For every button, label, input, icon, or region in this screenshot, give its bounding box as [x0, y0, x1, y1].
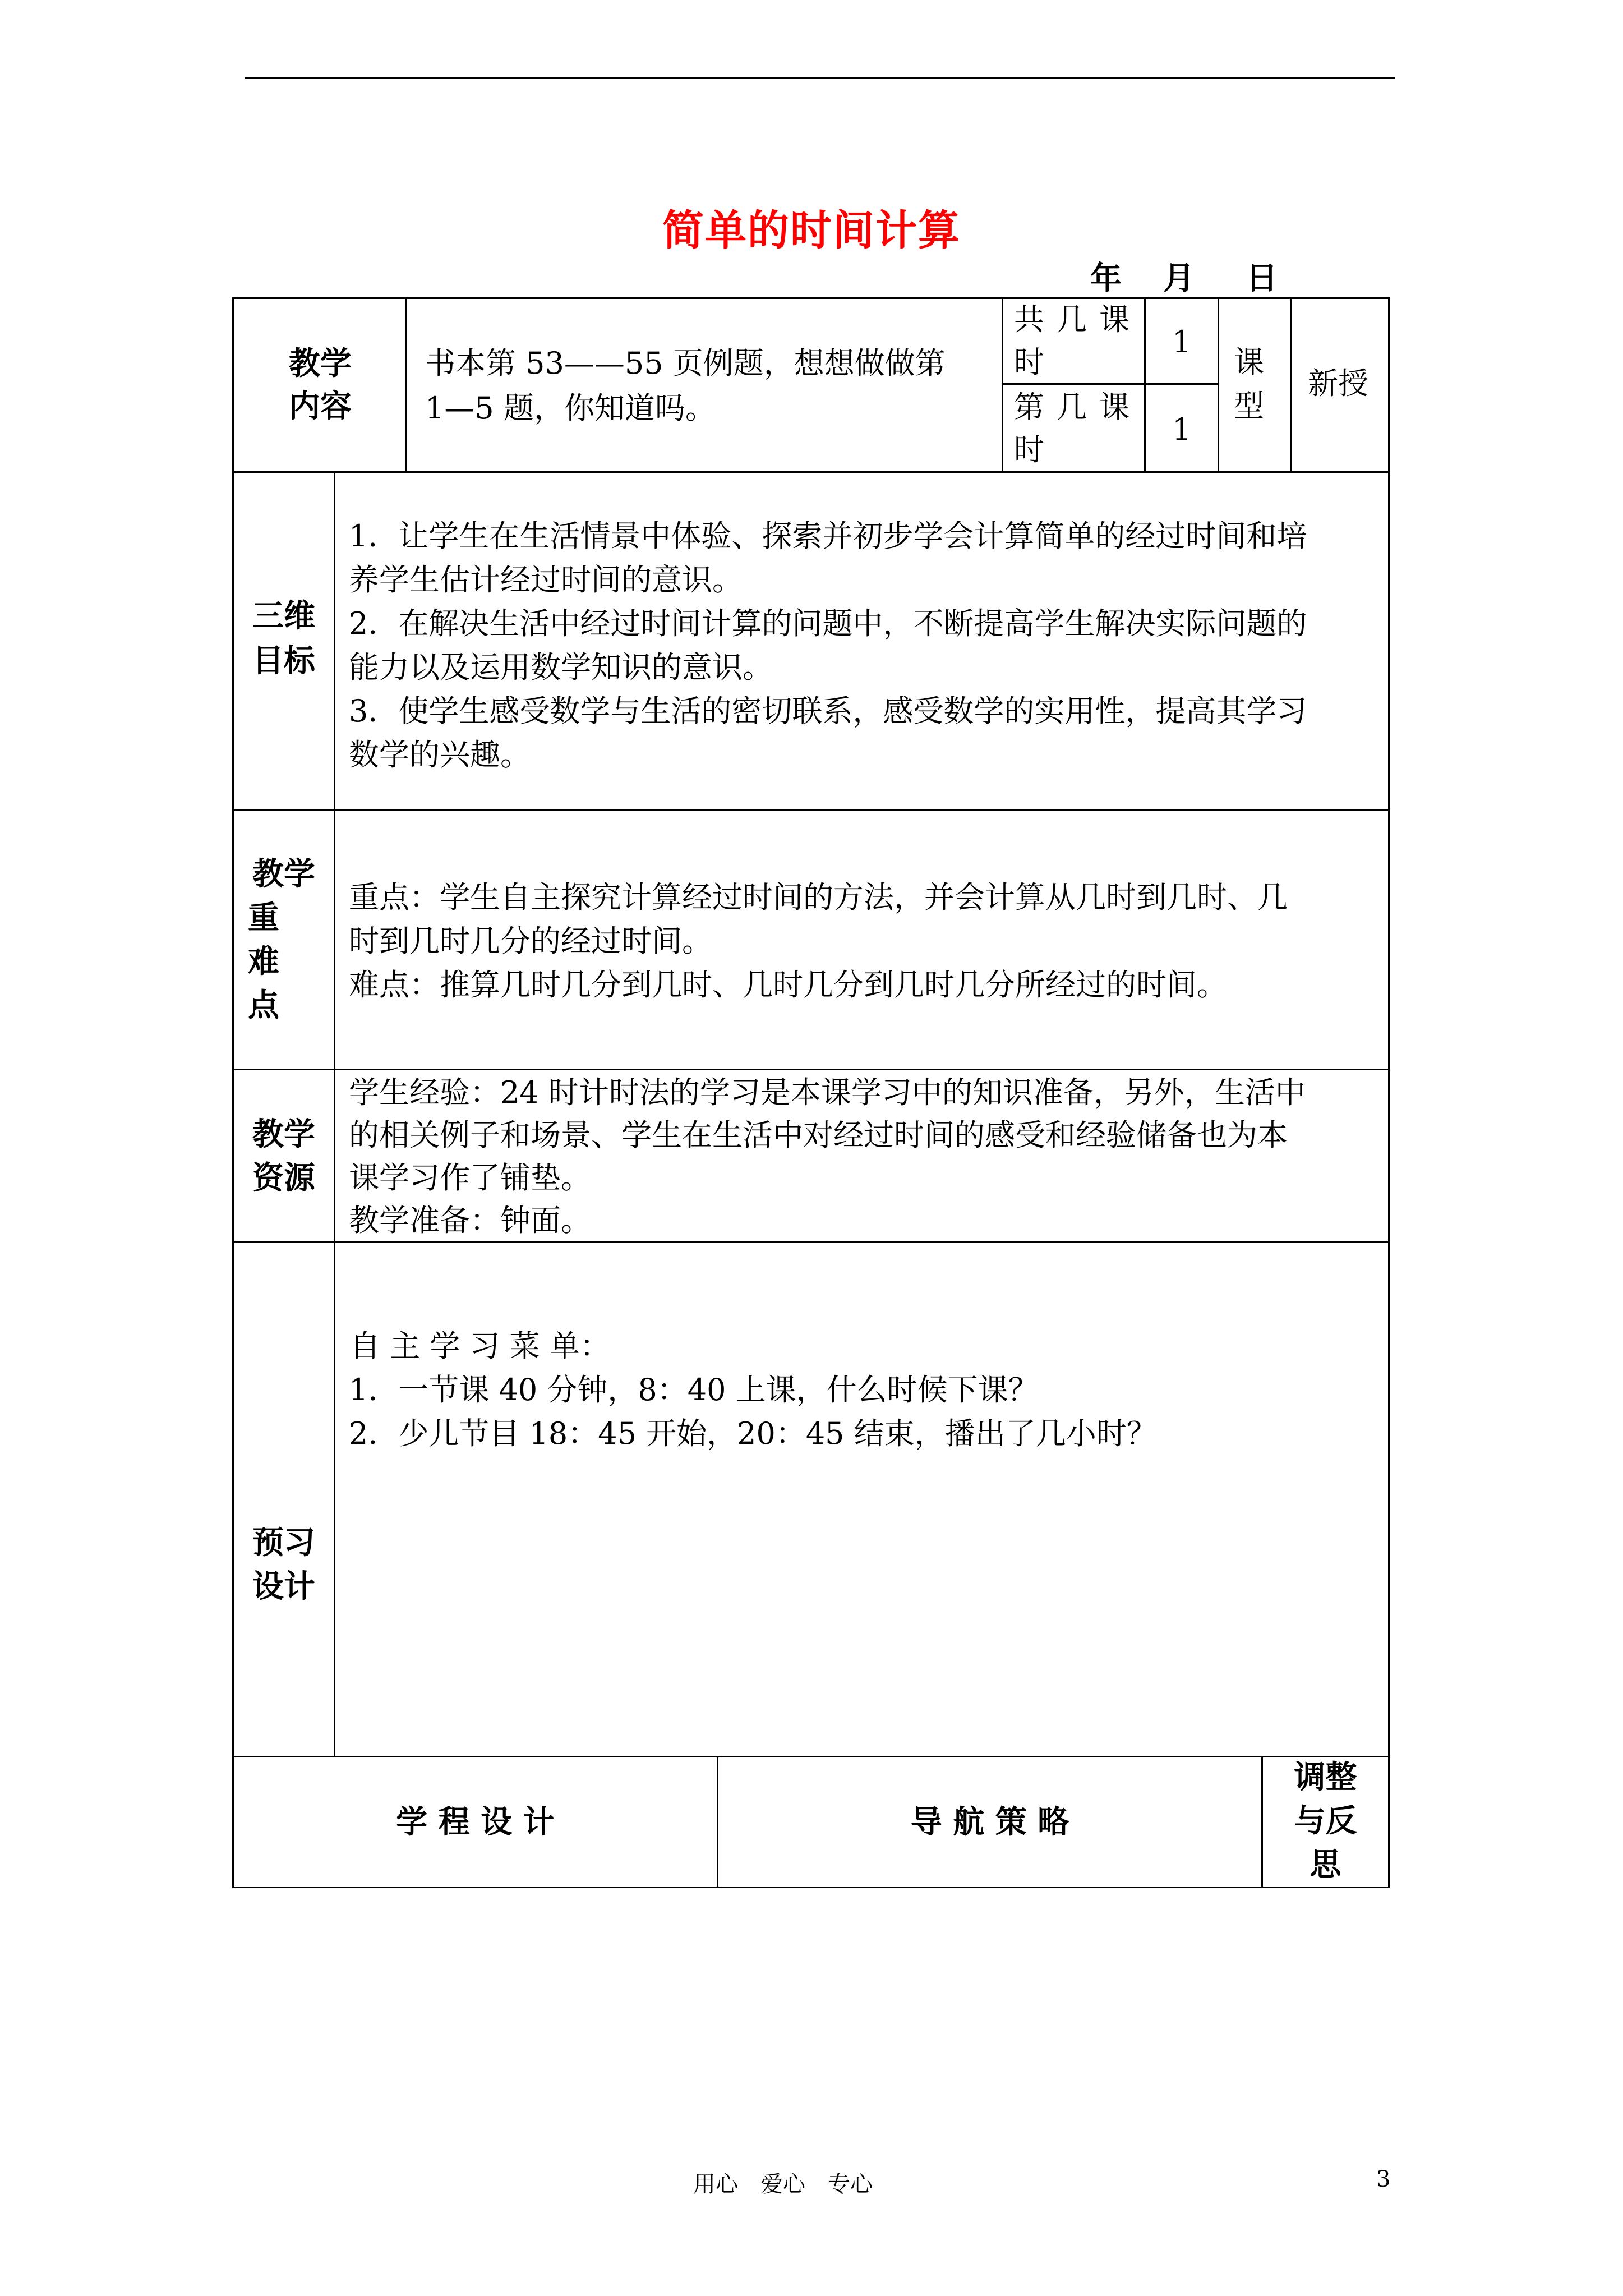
type-value: 新授 — [1308, 366, 1368, 401]
footer-motto: 用心 爱心 专心 — [693, 2171, 873, 2197]
nth-hour-label-1: 第几课 — [1014, 389, 1142, 425]
nth-hour-value: 1 — [1172, 412, 1192, 447]
type-label-2: 型 — [1234, 388, 1264, 424]
header-rule — [245, 77, 1395, 79]
type-label-1: 课 — [1234, 344, 1264, 380]
key-points-label-1: 教学 — [252, 855, 315, 892]
total-hours-label-1: 共几课 — [1014, 302, 1142, 337]
goals-label-1: 三维 — [252, 597, 315, 634]
content-text-line-1: 书本第 53——55 页例题，想想做做第 — [425, 346, 946, 381]
key-points-line-2: 时到几时几分的经过时间。 — [349, 923, 712, 959]
page-title: 简单的时间计算 — [662, 206, 961, 255]
total-hours-label-2: 时 — [1014, 344, 1044, 380]
preview-line-2: 2．少儿节目 18：45 开始，20：45 结束，播出了几小时？ — [349, 1416, 1157, 1451]
process-label: 学 程 设 计 — [396, 1803, 555, 1841]
preview-line-1: 1．一节课 40 分钟，8：40 上课，什么时候下课？ — [349, 1372, 1039, 1407]
resources-line-4: 教学准备：钟面。 — [349, 1203, 591, 1238]
page-number: 3 — [1376, 2166, 1391, 2192]
goals-line-5: 3．使学生感受数学与生活的密切联系，感受数学的实用性，提高其学习 — [349, 693, 1307, 729]
preview-label-1: 预习 — [252, 1524, 315, 1561]
reflection-label-3: 思 — [1310, 1846, 1341, 1883]
resources-line-3: 课学习作了铺垫。 — [349, 1160, 591, 1195]
key-points-label-3: 难 — [248, 943, 279, 980]
reflection-label-2: 与反 — [1294, 1802, 1357, 1839]
date-month: 月 — [1163, 260, 1195, 297]
goals-line-1: 1．让学生在生活情景中体验、探索并初步学会计算简单的经过时间和培 — [349, 518, 1307, 554]
content-label: 教学内容 — [289, 345, 352, 425]
nth-hour-label-2: 时 — [1014, 432, 1044, 467]
preview-label-2: 设计 — [252, 1568, 315, 1605]
goals-line-6: 数学的兴趣。 — [349, 737, 531, 772]
date-year: 年 — [1090, 260, 1122, 297]
key-points-line-1: 重点：学生自主探究计算经过时间的方法，并会计算从几时到几时、几 — [349, 880, 1288, 915]
resources-label-2: 资源 — [252, 1159, 315, 1197]
resources-label-1: 教学 — [252, 1116, 315, 1153]
reflection-label-1: 调整 — [1294, 1759, 1357, 1796]
key-points-label-4: 点 — [248, 987, 279, 1024]
key-points-line-3: 难点：推算几时几分到几时、几时几分到几时几分所经过的时间。 — [349, 967, 1227, 1002]
date-day: 日 — [1246, 260, 1278, 297]
content-text-line-2: 1—5 题，你知道吗。 — [425, 390, 716, 426]
goals-line-2: 养学生估计经过时间的意识。 — [349, 562, 743, 597]
resources-line-2: 的相关例子和场景、学生在生活中对经过时间的感受和经验储备也为本 — [349, 1117, 1288, 1153]
total-hours-value: 1 — [1172, 324, 1192, 360]
key-points-label-2: 重 — [248, 899, 279, 936]
strategy-label: 导 航 策 略 — [910, 1803, 1069, 1841]
resources-line-1: 学生经验：24 时计时法的学习是本课学习中的知识准备，另外，生活中 — [349, 1075, 1306, 1110]
goals-label-2: 目标 — [252, 642, 315, 679]
goals-line-3: 2．在解决生活中经过时间计算的问题中，不断提高学生解决实际问题的 — [349, 606, 1307, 641]
preview-heading: 自 主 学 习 菜 单： — [350, 1328, 610, 1364]
goals-line-4: 能力以及运用数学知识的意识。 — [349, 650, 773, 685]
